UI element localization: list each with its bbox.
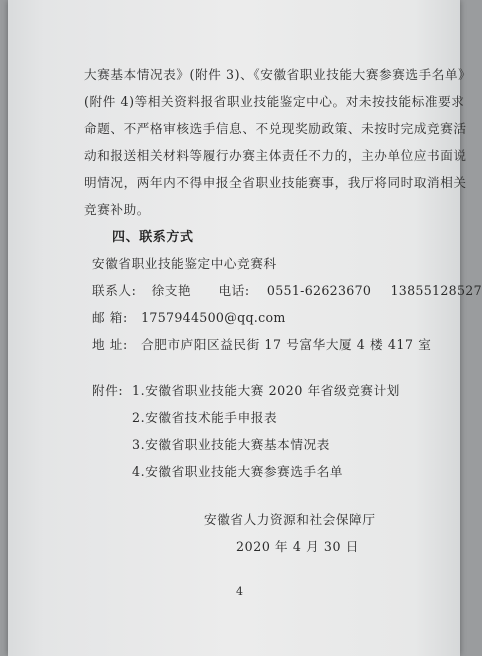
paragraph-line-2: (附件 4)等相关资料报省职业技能鉴定中心。对未按技能标准要求 <box>84 94 465 109</box>
attachment-item-4: 4.安徽省职业技能大赛参赛选手名单 <box>132 464 344 479</box>
contact-phone-2: 13855128527 <box>390 283 482 298</box>
document-page <box>8 0 482 656</box>
contact-address-row <box>92 334 431 353</box>
contact-email-value: 1757944500@qq.com <box>141 310 286 325</box>
contact-person-row <box>92 280 482 299</box>
contact-address-label: 地 址: <box>92 337 128 352</box>
contact-person-label: 联系人: <box>92 283 137 298</box>
attachment-item-3: 3.安徽省职业技能大赛基本情况表 <box>132 437 330 452</box>
attachment-item-2: 2.安徽省技术能手申报表 <box>132 410 278 425</box>
page-number: 4 <box>236 585 243 598</box>
contact-email-label: 邮 箱: <box>92 310 128 325</box>
attachments-label: 附件: <box>92 383 124 398</box>
signature-organization: 安徽省人力资源和社会保障厅 <box>204 512 376 527</box>
signature-date: 2020 年 4 月 30 日 <box>236 539 359 554</box>
paragraph-line-4: 动和报送相关材料等履行办赛主体责任不力的，主办单位应书面说 <box>84 148 467 163</box>
contact-phone-1: 0551-62623670 <box>266 283 372 298</box>
contact-email-row <box>92 307 286 326</box>
paragraph-line-1: 大赛基本情况表》(附件 3)、《安徽省职业技能大赛参赛选手名单》 <box>84 67 472 82</box>
contact-phone-label: 电话: <box>218 283 250 298</box>
contact-department: 安徽省职业技能鉴定中心竞赛科 <box>92 256 277 271</box>
attachment-item-1: 1.安徽省职业技能大赛 2020 年省级竞赛计划 <box>132 383 400 398</box>
contact-address-value: 合肥市庐阳区益民街 17 号富华大厦 4 楼 417 室 <box>141 337 432 352</box>
paragraph-line-5: 明情况，两年内不得申报全省职业技能赛事，我厅将同时取消相关 <box>84 175 467 190</box>
contact-person-name: 徐支艳 <box>151 283 192 298</box>
paragraph-line-6: 竞赛补助。 <box>84 202 150 217</box>
section-heading: 四、联系方式 <box>112 230 194 245</box>
paragraph-line-3: 命题、不严格审核选手信息、不兑现奖励政策、未按时完成竞赛活 <box>84 121 467 136</box>
